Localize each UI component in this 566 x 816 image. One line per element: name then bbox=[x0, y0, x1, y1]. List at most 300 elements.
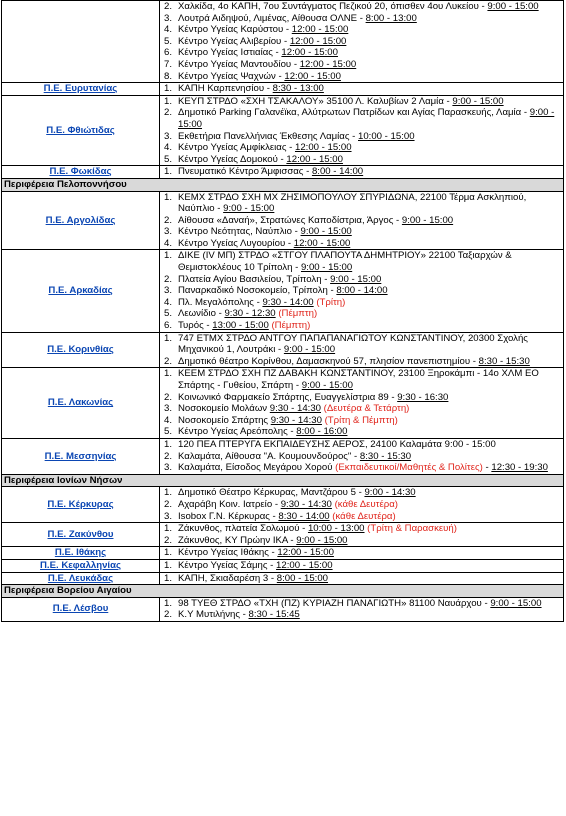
table-row bbox=[2, 368, 564, 439]
hours: 9:30 - 16:30 bbox=[397, 391, 449, 403]
item-number: 2. bbox=[164, 391, 173, 403]
table-row bbox=[2, 250, 564, 332]
item-text bbox=[178, 274, 563, 286]
item-text bbox=[178, 59, 563, 71]
item-text bbox=[178, 36, 563, 48]
list-item bbox=[160, 36, 563, 48]
list-item bbox=[160, 439, 563, 451]
location-text: Χαλκίδα, 4ο ΚΑΠΗ, 7ου Συντάγματος Πεζικού 20, όπισθεν 4ου Λυκείου - bbox=[178, 1, 488, 12]
locations-cell bbox=[160, 332, 564, 368]
item-number: 3. bbox=[164, 226, 173, 238]
list-item bbox=[160, 131, 563, 143]
item-number: 5. bbox=[164, 308, 173, 320]
locations-list bbox=[160, 192, 563, 250]
item-number: 4. bbox=[164, 142, 173, 154]
locations-cell bbox=[160, 368, 564, 439]
item-text bbox=[178, 523, 563, 535]
item-number: 1. bbox=[164, 250, 173, 262]
locations-list bbox=[160, 439, 563, 474]
item-number: 2. bbox=[164, 609, 173, 621]
hours: 9:00 - 15:00 bbox=[296, 534, 348, 546]
hours: 12:00 - 15:00 bbox=[277, 547, 334, 559]
table-row bbox=[2, 572, 564, 585]
item-number: 1. bbox=[164, 597, 173, 609]
list-item bbox=[160, 368, 563, 391]
item-text bbox=[178, 392, 563, 404]
item-text bbox=[178, 598, 563, 610]
item-number: 5. bbox=[164, 35, 173, 47]
list-item bbox=[160, 598, 563, 610]
item-text bbox=[178, 47, 563, 59]
list-item bbox=[160, 426, 563, 438]
location-text: Αίθουσα «Δαναή», Στρατώνες Καποδίστρια, Άργος - bbox=[178, 214, 402, 226]
locations-list bbox=[160, 333, 563, 368]
item-number: 2. bbox=[164, 534, 173, 546]
list-item bbox=[160, 1, 563, 13]
item-number: 1. bbox=[164, 559, 173, 571]
table-row bbox=[2, 191, 564, 250]
regional-unit-link[interactable]: Π.Ε. Κέρκυρας bbox=[47, 498, 114, 510]
list-item bbox=[160, 451, 563, 463]
location-text: 747 ΕΤΜΧ ΣΤΡΔΟ ΑΝΤΓΟΥ ΠΑΠΑΠΑΝΑΓΙΩΤΟΥ ΚΩΝΣΤΑΝΤΙΝΟΥ, 20300 Σχολής Μηχανικού 1, Λουτράκι - bbox=[178, 332, 528, 356]
location-text: Κέντρο Υγείας Λυγουρίου - bbox=[178, 237, 294, 249]
item-number: 7. bbox=[164, 58, 173, 70]
table-row bbox=[2, 559, 564, 572]
item-text bbox=[178, 320, 563, 332]
hours: 9:00 - 15:00 bbox=[300, 226, 352, 238]
location-text: 120 ΠΕΑ ΠΤΕΡΥΓΑ ΕΚΠΑΙΔΕΥΣΗΣ ΑΕΡΟΣ, 24100 Καλαμάτα 9:00 - 15:00 bbox=[178, 438, 496, 450]
list-item bbox=[160, 403, 563, 415]
list-item bbox=[160, 83, 563, 95]
hours: 9:30 - 14:30 bbox=[269, 403, 321, 415]
vaccination-centers-table bbox=[1, 0, 564, 622]
hours: 9:00 - 15:00 bbox=[300, 262, 353, 274]
days-note: (κάθε Δευτέρα) bbox=[331, 498, 398, 510]
item-number: 4. bbox=[164, 237, 173, 249]
location-text: Κοινωνικό Φαρμακείο Σπάρτης, Ευαγγελίστρια 89 - bbox=[178, 391, 398, 403]
item-text bbox=[178, 511, 563, 523]
hours: 12:00 - 15:00 bbox=[291, 24, 349, 36]
item-text bbox=[178, 192, 563, 215]
regional-unit-cell bbox=[2, 1, 160, 83]
item-number: 1. bbox=[164, 572, 173, 584]
location-text: Κέντρο Υγείας Ιθάκης - bbox=[178, 547, 278, 559]
location-text: Δημοτικό Θέατρο Κέρκυρας, Μαντζάρου 5 - bbox=[178, 487, 365, 499]
locations-cell bbox=[160, 250, 564, 332]
item-number: 2. bbox=[164, 273, 173, 285]
location-text: Εκθετήρια Πανελλήνιας Έκθεσης Λαμίας - bbox=[178, 130, 358, 142]
location-text: Κέντρο Νεότητας, Ναύπλιο - bbox=[178, 226, 301, 238]
list-item bbox=[160, 297, 563, 309]
hours: 9:00 - 14:30 bbox=[364, 487, 416, 499]
regional-unit-link[interactable]: Π.Ε. Λέσβου bbox=[52, 603, 109, 615]
item-number: 1. bbox=[164, 487, 173, 499]
list-item bbox=[160, 24, 563, 36]
locations-cell bbox=[160, 83, 564, 96]
table-row bbox=[2, 166, 564, 179]
table-row bbox=[2, 1, 564, 83]
item-text bbox=[178, 24, 563, 36]
list-item bbox=[160, 535, 563, 547]
item-number: 1. bbox=[164, 191, 173, 203]
location-text: Νοσοκομείο Σπάρτης bbox=[178, 414, 271, 426]
item-number: 2. bbox=[164, 107, 173, 119]
list-item bbox=[160, 238, 563, 250]
item-text bbox=[178, 166, 563, 178]
locations-cell bbox=[160, 572, 564, 585]
hours: 9:00 - 15:00 bbox=[301, 380, 353, 391]
hours: 8:00 - 15:00 bbox=[276, 572, 329, 584]
item-text bbox=[178, 403, 563, 415]
regional-unit-link[interactable]: Π.Ε. Ευρυτανίας bbox=[43, 83, 118, 95]
days-note: (Τρίτη & Παρασκευή) bbox=[364, 523, 457, 535]
list-item bbox=[160, 107, 563, 130]
item-text bbox=[178, 487, 563, 499]
item-text bbox=[178, 333, 563, 356]
hours: 9:30 - 14:30 bbox=[270, 414, 322, 426]
days-note: (Εκπαιδευτικοί/Μαθητές & Πολίτες) bbox=[335, 462, 483, 474]
item-text bbox=[178, 451, 563, 463]
hours: 9:00 - 15:00 bbox=[490, 597, 542, 609]
hours: 12:30 - 19:30 bbox=[491, 462, 548, 474]
locations-list bbox=[160, 1, 563, 82]
list-item bbox=[160, 523, 563, 535]
location-text: - bbox=[482, 462, 492, 474]
item-number: 1. bbox=[164, 95, 173, 107]
table-row bbox=[2, 83, 564, 96]
days-note: (Δευτέρα & Τετάρτη) bbox=[321, 403, 410, 415]
location-text: ΔΙΚΕ (IV ΜΠ) ΣΤΡΔΟ «ΣΤΓΟΥ ΠΛΑΠΟΥΤΑ ΔΗΜΗΤΡΙΟΥ» 22100 Ταξιαρχών & Θεμιστοκλέους 10 Τρίπολη - bbox=[178, 250, 512, 274]
item-number: 3. bbox=[164, 403, 173, 415]
item-text bbox=[178, 107, 563, 130]
item-number: 5. bbox=[164, 426, 173, 438]
locations-cell bbox=[160, 438, 564, 474]
item-text bbox=[178, 535, 563, 547]
list-item bbox=[160, 308, 563, 320]
hours: 9:30 - 14:00 bbox=[262, 296, 314, 308]
list-item bbox=[160, 462, 563, 474]
item-text bbox=[178, 356, 563, 368]
table-row bbox=[2, 597, 564, 621]
hours: 8:30 - 15:30 bbox=[478, 355, 530, 367]
item-number: 1. bbox=[164, 547, 173, 559]
regional-unit-link[interactable]: Π.Ε. Φθιώτιδας bbox=[46, 124, 115, 136]
hours: 12:00 - 15:00 bbox=[289, 35, 347, 47]
regional-unit-cell bbox=[2, 95, 160, 166]
list-item bbox=[160, 356, 563, 368]
list-item bbox=[160, 71, 563, 83]
location-text: ΚΑΠΗ, Σκιαδαρέση 3 - bbox=[178, 572, 277, 584]
hours: 9:00 - 15:00 bbox=[487, 1, 539, 12]
regional-unit-cell bbox=[2, 332, 160, 368]
hours: 12:00 - 15:00 bbox=[286, 153, 343, 165]
regional-unit-cell bbox=[2, 250, 160, 332]
location-text: Πλατεία Αγίου Βασιλείου, Τρίπολη - bbox=[178, 273, 331, 285]
region-header: Περιφέρεια Βορείου Αιγαίου bbox=[2, 585, 564, 598]
item-text bbox=[178, 573, 563, 585]
regional-unit-link[interactable]: Π.Ε. Φωκίδας bbox=[49, 166, 112, 178]
regional-unit-cell bbox=[2, 438, 160, 474]
item-number: 5. bbox=[164, 153, 173, 165]
location-text: Πνευματικό Κέντρο Άμφισσας - bbox=[178, 166, 312, 178]
hours: 9:00 - 15:00 bbox=[223, 203, 275, 215]
location-text: Λουτρά Αιδηψού, Λιμένας, Αίθουσα ΟΛΝΕ - bbox=[178, 12, 366, 24]
locations-cell bbox=[160, 559, 564, 572]
locations-cell bbox=[160, 191, 564, 250]
item-number: 4. bbox=[164, 24, 173, 36]
locations-list bbox=[160, 573, 563, 585]
hours: 9:00 - 15:00 bbox=[178, 107, 555, 130]
list-item bbox=[160, 547, 563, 559]
hours: 8:00 - 14:00 bbox=[311, 166, 364, 178]
item-number: 4. bbox=[164, 414, 173, 426]
location-text: Κέντρο Υγείας Αμφίκλειας - bbox=[178, 142, 295, 154]
days-note: (Πέμπτη) bbox=[275, 308, 318, 320]
list-item bbox=[160, 13, 563, 25]
location-text: Ζάκυνθος, ΚΥ Πρώην ΙΚΑ - bbox=[178, 534, 297, 546]
regional-unit-cell bbox=[2, 547, 160, 560]
list-item bbox=[160, 154, 563, 166]
item-number: 1. bbox=[164, 438, 173, 450]
list-item bbox=[160, 487, 563, 499]
table-body bbox=[2, 1, 564, 622]
locations-list bbox=[160, 487, 563, 522]
location-text: Κέντρο Υγείας Δομοκού - bbox=[178, 153, 287, 165]
list-item bbox=[160, 192, 563, 215]
hours: 8:00 - 16:00 bbox=[296, 426, 348, 438]
item-number: 3. bbox=[164, 462, 173, 474]
days-note: (Τρίτη) bbox=[313, 296, 346, 308]
list-item bbox=[160, 142, 563, 154]
location-text: Πλ. Μεγαλόπολης - bbox=[178, 296, 263, 308]
hours: 8:00 - 13:00 bbox=[365, 12, 417, 24]
item-number: 2. bbox=[164, 498, 173, 510]
item-text bbox=[178, 462, 563, 474]
hours: 12:00 - 15:00 bbox=[281, 47, 338, 59]
item-text bbox=[178, 71, 563, 83]
item-number: 2. bbox=[164, 1, 173, 12]
hours: 10:00 - 15:00 bbox=[358, 130, 415, 142]
item-number: 2. bbox=[164, 450, 173, 462]
item-text bbox=[178, 142, 563, 154]
list-item bbox=[160, 415, 563, 427]
regional-unit-cell bbox=[2, 597, 160, 621]
hours: 9:00 - 15:00 bbox=[401, 214, 454, 226]
table-row bbox=[2, 547, 564, 560]
location-text: Λεωνίδιο - bbox=[178, 308, 225, 320]
list-item bbox=[160, 96, 563, 108]
locations-cell bbox=[160, 547, 564, 560]
item-text bbox=[178, 368, 563, 391]
list-item bbox=[160, 166, 563, 178]
location-text: Κέντρο Υγείας Καρύστου - bbox=[178, 24, 292, 36]
locations-cell bbox=[160, 487, 564, 523]
item-number: 8. bbox=[164, 70, 173, 82]
regional-unit-link[interactable]: Π.Ε. Αργολίδας bbox=[45, 214, 116, 226]
region-header-row bbox=[2, 585, 564, 598]
list-item bbox=[160, 274, 563, 286]
list-item bbox=[160, 392, 563, 404]
regional-unit-cell bbox=[2, 559, 160, 572]
item-text bbox=[178, 96, 563, 108]
regional-unit-link[interactable]: Π.Ε. Ιθάκης bbox=[54, 547, 107, 559]
list-item bbox=[160, 47, 563, 59]
item-text bbox=[178, 1, 563, 13]
regional-unit-cell bbox=[2, 191, 160, 250]
region-header: Περιφέρεια Πελοποννήσου bbox=[2, 178, 564, 191]
regional-unit-link[interactable]: Π.Ε. Λακωνίας bbox=[47, 397, 114, 409]
location-text: Αχαράβη Κοιν. Ιατρείο - bbox=[178, 498, 281, 510]
item-text bbox=[178, 13, 563, 25]
location-text: Κέντρο Υγείας Ψαχνών - bbox=[178, 70, 285, 82]
item-text bbox=[178, 415, 563, 427]
location-text: ΚΕΕΜ ΣΤΡΔΟ ΣΧΗ ΠΖ ΔΑΒΑΚΗ ΚΩΝΣΤΑΝΤΙΝΟΥ, 23100 Ξηροκάμπι - 14ο ΧΛΜ ΕΟ Σπάρτης - Γυθείου, Σπάρτη - bbox=[178, 368, 539, 391]
regional-unit-link[interactable]: Π.Ε. Κορινθίας bbox=[47, 344, 114, 356]
location-text: Νοσοκομείο Μολάων bbox=[178, 403, 270, 415]
list-item bbox=[160, 511, 563, 523]
item-text bbox=[178, 499, 563, 511]
days-note: (κάθε Δευτέρα) bbox=[329, 510, 396, 522]
regional-unit-link[interactable]: Π.Ε. Κεφαλληνίας bbox=[40, 559, 121, 571]
hours: 9:30 - 12:30 bbox=[224, 308, 276, 320]
hours: 8:30 - 15:45 bbox=[248, 609, 300, 621]
item-number: 1. bbox=[164, 166, 173, 178]
item-number: 2. bbox=[164, 214, 173, 226]
location-text: ΚΕΥΠ ΣΤΡΔΟ «ΣΧΗ ΤΣΑΚΑΛΟΥ» 35100 Λ. Καλυβίων 2 Λαμία - bbox=[178, 95, 453, 107]
item-number: 1. bbox=[164, 523, 173, 535]
locations-list bbox=[160, 547, 563, 559]
list-item bbox=[160, 59, 563, 71]
hours: 9:00 - 15:00 bbox=[330, 273, 382, 285]
hours: 12:00 - 15:00 bbox=[294, 142, 352, 154]
regional-unit-cell bbox=[2, 368, 160, 439]
list-item bbox=[160, 226, 563, 238]
list-item bbox=[160, 560, 563, 572]
table-row bbox=[2, 332, 564, 368]
item-text bbox=[178, 439, 563, 451]
locations-list bbox=[160, 250, 563, 331]
item-text bbox=[178, 131, 563, 143]
table-row bbox=[2, 95, 564, 166]
location-text: 98 ΤΥΕΘ ΣΤΡΔΟ «ΤΧΗ (ΠΖ) ΚΥΡΙΑΖΗ ΠΑΝΑΓΙΩΤΗ» 81100 Ναυάρχου - bbox=[178, 597, 491, 609]
table-row bbox=[2, 487, 564, 523]
locations-cell bbox=[160, 95, 564, 166]
list-item bbox=[160, 499, 563, 511]
item-text bbox=[178, 285, 563, 297]
item-number: 3. bbox=[164, 510, 173, 522]
locations-list bbox=[160, 598, 563, 621]
locations-list bbox=[160, 368, 563, 438]
location-text: Κέντρο Υγείας Ιστιαίας - bbox=[178, 47, 282, 59]
locations-list bbox=[160, 166, 563, 178]
location-text: Τυρός - bbox=[178, 320, 213, 332]
location-text: Isobox Γ.Ν. Κέρκυρας - bbox=[178, 510, 279, 522]
item-number: 4. bbox=[164, 296, 173, 308]
locations-list bbox=[160, 560, 563, 572]
location-text: Ζάκυνθος, πλατεία Σολωμού - bbox=[178, 523, 308, 535]
location-text: Κέντρο Υγείας Αρεόπολης - bbox=[178, 426, 297, 438]
location-text: Κέντρο Υγείας Αλιβερίου - bbox=[178, 35, 290, 47]
regional-unit-cell bbox=[2, 166, 160, 179]
list-item bbox=[160, 573, 563, 585]
hours: 8:30 - 15:30 bbox=[359, 450, 412, 462]
locations-cell bbox=[160, 1, 564, 83]
list-item bbox=[160, 215, 563, 227]
location-text: Κ.Υ Μυτιλήνης - bbox=[178, 609, 249, 621]
item-text bbox=[178, 297, 563, 309]
table-row bbox=[2, 438, 564, 474]
regional-unit-link[interactable]: Π.Ε. Λευκάδας bbox=[47, 572, 114, 584]
location-text: Καλαμάτα, Είσοδος Μεγάρου Χορού bbox=[178, 462, 336, 474]
locations-cell bbox=[160, 523, 564, 547]
list-item bbox=[160, 609, 563, 621]
location-text: Δημοτικό θέατρο Κορίνθου, Δαμασκηνού 57, πλησίον πανεπιστημίου - bbox=[178, 355, 479, 367]
item-text bbox=[178, 215, 563, 227]
hours: 12:00 - 15:00 bbox=[299, 58, 357, 70]
hours: 12:00 - 15:00 bbox=[276, 559, 333, 571]
hours: 8:30 - 14:00 bbox=[278, 510, 330, 522]
item-number: 1. bbox=[164, 368, 173, 380]
item-text bbox=[178, 609, 563, 621]
list-item bbox=[160, 320, 563, 332]
location-text: Καλαμάτα, Αίθουσα "Α. Κουμουνδούρος" - bbox=[178, 450, 360, 462]
hours: 9:00 - 15:00 bbox=[452, 95, 504, 107]
list-item bbox=[160, 285, 563, 297]
item-text bbox=[178, 547, 563, 559]
table-row bbox=[2, 523, 564, 547]
regional-unit-link[interactable]: Π.Ε. Μεσσηνίας bbox=[44, 450, 117, 462]
locations-list bbox=[160, 523, 563, 546]
item-number: 3. bbox=[164, 12, 173, 24]
item-text bbox=[178, 154, 563, 166]
item-number: 3. bbox=[164, 285, 173, 297]
hours: 8:30 - 13:00 bbox=[272, 83, 324, 95]
item-number: 1. bbox=[164, 83, 173, 95]
locations-list bbox=[160, 83, 563, 95]
days-note: (Τρίτη & Πέμπτη) bbox=[321, 414, 398, 426]
hours: 9:00 - 15:00 bbox=[283, 344, 336, 356]
hours: 10:00 - 13:00 bbox=[307, 523, 365, 535]
locations-list bbox=[160, 96, 563, 166]
hours: 8:00 - 14:00 bbox=[336, 285, 388, 297]
list-item bbox=[160, 333, 563, 356]
item-number: 6. bbox=[164, 47, 173, 59]
item-text bbox=[178, 426, 563, 438]
item-text bbox=[178, 83, 563, 95]
item-number: 6. bbox=[164, 320, 173, 332]
locations-cell bbox=[160, 166, 564, 179]
regional-unit-link[interactable]: Π.Ε. Ζακύνθου bbox=[47, 528, 114, 540]
location-text: ΚΑΠΗ Καρπενησίου - bbox=[178, 83, 273, 95]
location-text: Κέντρο Υγείας Σάμης - bbox=[178, 559, 277, 571]
location-text: ΚΕΜΧ ΣΤΡΔΟ ΣΧΗ ΜΧ ΖΗΣΙΜΟΠΟΥΛΟΥ ΣΠΥΡΙΔΩΝΑ, 22100 Τέρμα Ασκληπιού, Ναύπλιο - bbox=[178, 191, 527, 215]
list-item bbox=[160, 250, 563, 273]
region-header: Περιφέρεια Ιονίων Νήσων bbox=[2, 474, 564, 487]
item-number: 1. bbox=[164, 332, 173, 344]
region-header-row bbox=[2, 474, 564, 487]
item-number: 3. bbox=[164, 130, 173, 142]
regional-unit-cell bbox=[2, 487, 160, 523]
item-text bbox=[178, 308, 563, 320]
hours: 9:30 - 14:30 bbox=[280, 498, 332, 510]
regional-unit-cell bbox=[2, 523, 160, 547]
regional-unit-cell bbox=[2, 572, 160, 585]
hours: 13:00 - 15:00 bbox=[212, 320, 269, 332]
regional-unit-link[interactable]: Π.Ε. Αρκαδίας bbox=[48, 285, 113, 297]
locations-cell bbox=[160, 597, 564, 621]
location-text: Κέντρο Υγείας Μαντουδίου - bbox=[178, 58, 300, 70]
item-text bbox=[178, 238, 563, 250]
